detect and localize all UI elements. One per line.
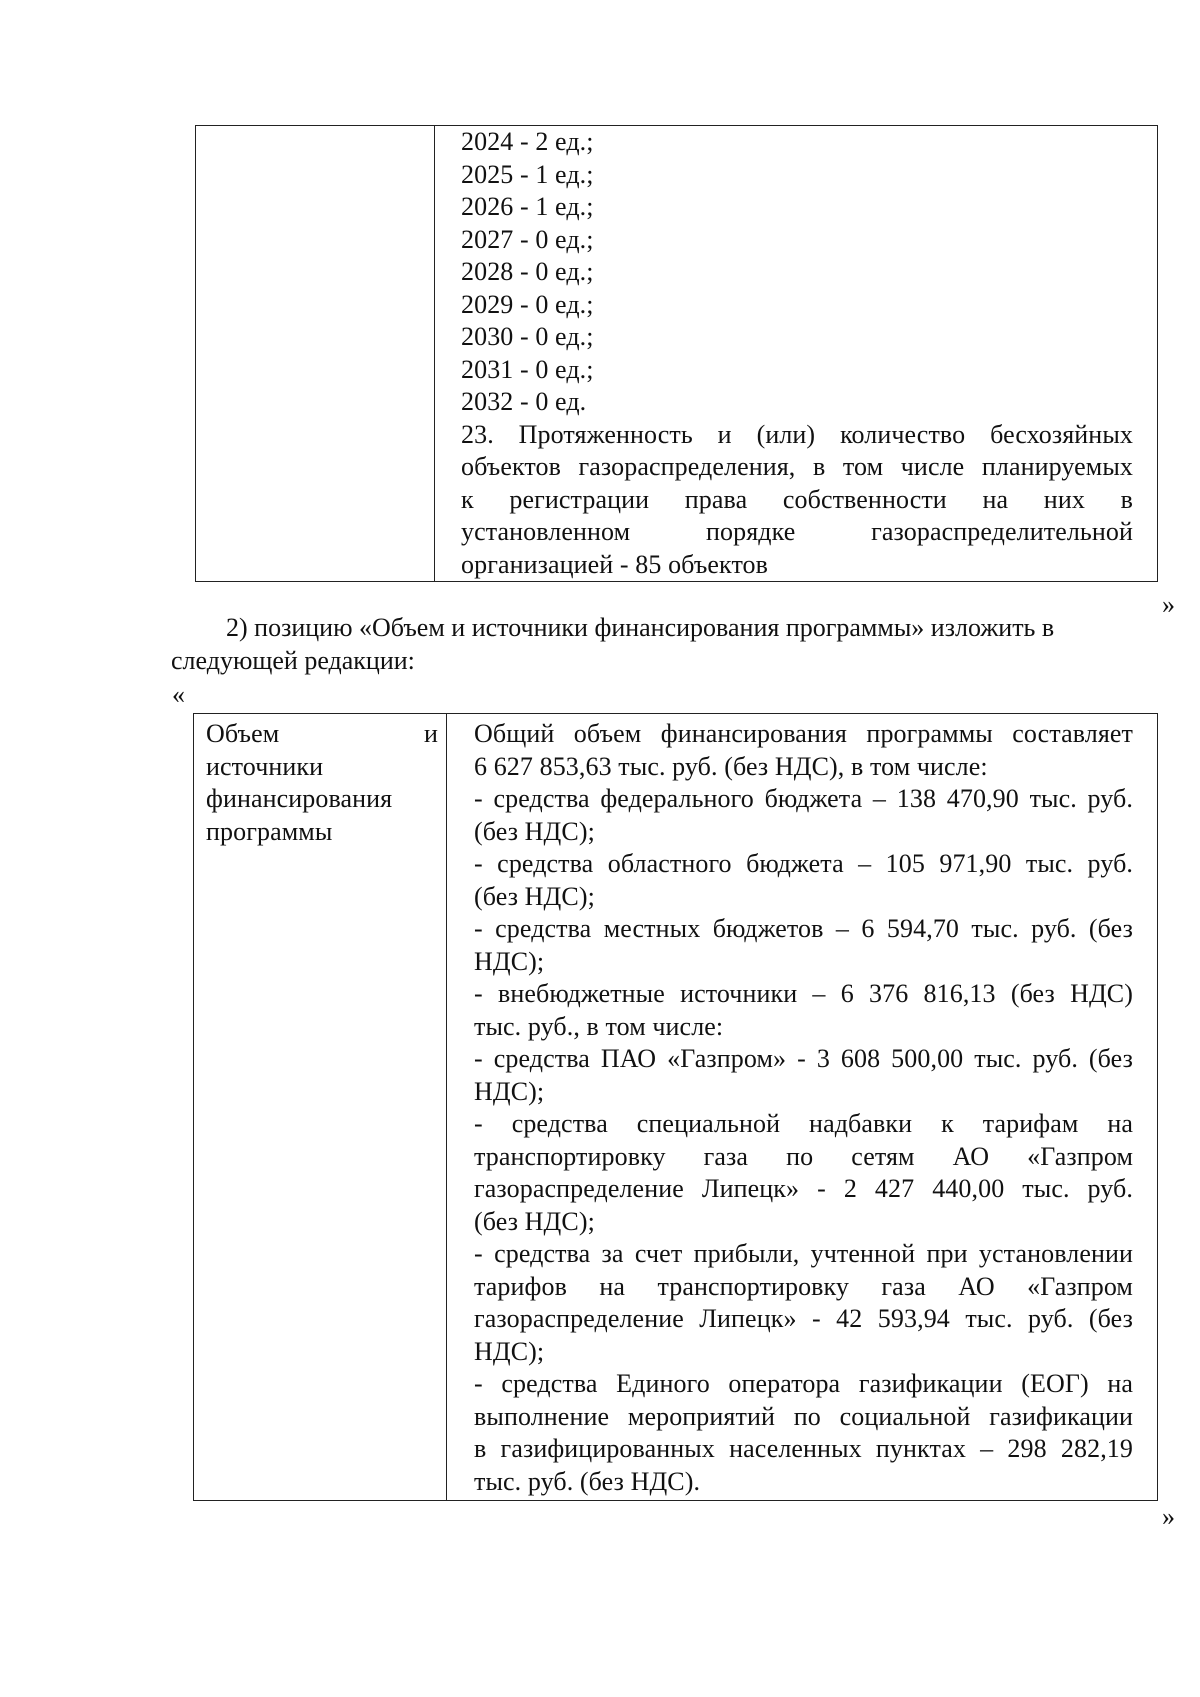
heading-line: программы [206,816,333,846]
text-line: (без НДС); [474,816,595,846]
text-line: - средства Единого оператора газификации (ЕОГ) на [474,1369,1133,1398]
text-line: в газифицированных населенных пунктах – 298 282,19 [474,1434,1133,1463]
heading-line: финансирования [206,784,393,813]
text-line: 2028 - 0 ед.; [461,257,594,286]
paragraph-line: 2) позицию «Объем и источники финансирования программы» изложить в [226,613,1055,642]
text-line: - средства ПАО «Газпром» - 3 608 500,00 тыс. руб. (без [474,1044,1133,1073]
text-line: - средства за счет прибыли, учтенной при установлении [474,1239,1133,1268]
text-line: НДС); [474,1336,545,1366]
paragraph-line: следующей редакции: [171,646,415,675]
text-line: тыс. руб. (без НДС). [474,1466,701,1496]
table-row [194,714,1158,1501]
text-line: Общий объем финансирования программы составляет [474,719,1133,748]
text-line: газораспределение Липецк» - 42 593,94 тыс. руб. (без [474,1304,1133,1333]
text-line: 2029 - 0 ед.; [461,289,594,319]
indicators-cell [435,126,1158,582]
text-line: - внебюджетные источники – 6 376 816,13 (без НДС) [474,979,1133,1008]
heading-word: и [423,719,438,748]
table-row [196,126,1158,582]
text-line: (без НДС); [474,881,595,911]
heading-line [206,718,438,751]
text-line: 2031 - 0 ед.; [461,354,594,384]
text-line: 2030 - 0 ед.; [461,322,594,351]
text-line: 6 627 853,63 тыс. руб. (без НДС), в том числе: [474,751,988,781]
text-line: - средства федерального бюджета – 138 470,90 тыс. руб. [474,784,1133,813]
text-line: (без НДС); [474,1206,595,1236]
text-line: - средства областного бюджета – 105 971,90 тыс. руб. [474,849,1133,878]
text-line: выполнение мероприятий по социальной газификации [474,1401,1133,1431]
text-line: 23. Протяженность и (или) количество бесхозяйных [461,419,1133,449]
text-line: - средства специальной надбавки к тарифам на [474,1109,1133,1138]
text-line: 2025 - 1 ед.; [461,159,594,189]
text-line: транспортировку газа по сетям АО «Газпром [474,1141,1133,1171]
opening-quote: « [172,680,185,709]
heading-word: Объем [206,719,280,748]
text-line: НДС); [474,946,545,976]
indicators-table [195,125,1158,582]
text-line: 2032 - 0 ед. [461,387,587,416]
text-line: объектов газораспределения, в том числе планируемых [461,452,1133,481]
text-line: к регистрации права собственности на них в [461,484,1133,514]
closing-quote: » [1162,590,1175,619]
text-line: установленном порядке газораспределительной [461,517,1133,546]
text-line: 2024 - 2 ед.; [461,127,594,156]
heading-line: источники [206,751,324,781]
text-line: газораспределение Липецк» - 2 427 440,00 тыс. руб. [474,1174,1133,1203]
text-line: - средства местных бюджетов – 6 594,70 тыс. руб. (без [474,914,1133,943]
text-line: НДС); [474,1076,545,1106]
text-line: 2027 - 0 ед.; [461,224,594,254]
heading-cell [194,714,447,1501]
closing-quote: » [1162,1502,1175,1531]
empty-heading-cell [196,126,435,582]
financing-table [193,713,1158,1501]
financing-description-cell [447,714,1158,1501]
text-line: 2026 - 1 ед.; [461,192,594,221]
text-line: тарифов на транспортировку газа АО «Газпром [474,1271,1133,1301]
text-line: организацией - 85 объектов [461,549,769,579]
text-line: тыс. руб., в том числе: [474,1011,724,1041]
